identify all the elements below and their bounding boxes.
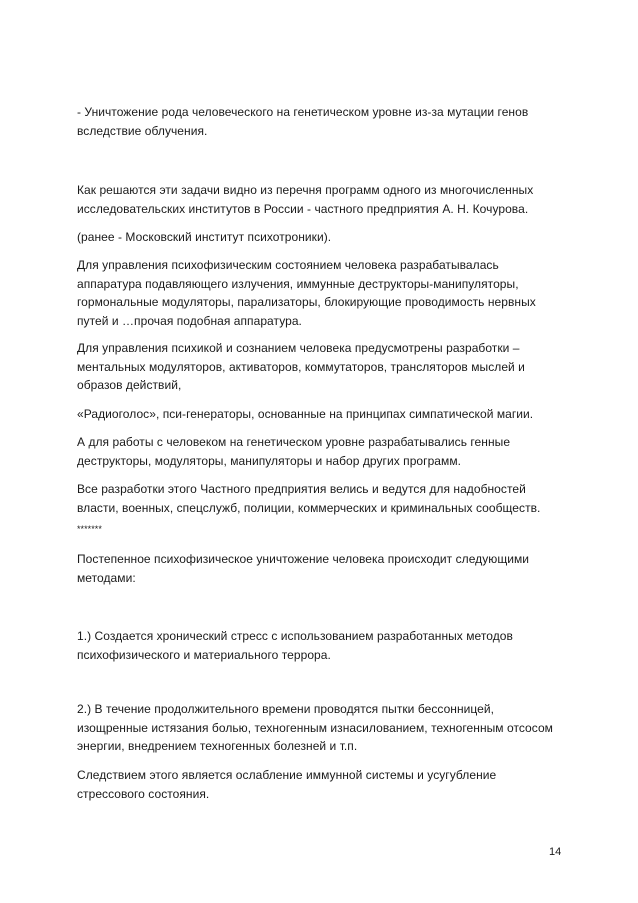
paragraph-genetic-developments: А для работы с человеком на генетическом уровне разрабатывались генные деструкторы, модуляторы, манипуляторы и набор других программ.: [77, 435, 511, 468]
paragraph-former-name: (ранее - Московский институт психотроники).: [77, 230, 332, 244]
paragraph-mind-control-developments: Для управления психикой и сознанием человека предусмотрены разработки – ментальных модуляторов, активаторов, коммутаторов, трансляторов мыслей и образов действий,: [77, 341, 525, 392]
paragraph-psychophysical-equipment: Для управления психофизическим состоянием человека разрабатывалась аппаратура подавляющего излучения, иммунные деструкторы-манипуляторы, гормональные модуляторы, парализаторы, блокирующие проводимость нервных путей и …прочая подобная аппаратура.: [77, 258, 536, 328]
paragraph-extermination-genetic: - Уничтожение рода человеческого на генетическом уровне из-за мутации генов вследствие облучения.: [77, 105, 529, 138]
paragraph-method-2: 2.) В течение продолжительного времени проводятся пытки бессонницей, изощренные истязания болью, техногенным изнасилованием, техногенным отсосом энергии, внедрением техногенных болезней и т.п.: [77, 702, 553, 753]
paragraph-method-1: 1.) Создается хронический стресс с использованием разработанных методов психофизического и материального террора.: [77, 629, 513, 662]
page-number: 14: [549, 846, 562, 858]
paragraph-consequence: Следствием этого является ослабление иммунной системы и усугубление стрессового состояния.: [77, 768, 497, 801]
paragraph-methods-intro: Постепенное психофизическое уничтожение человека происходит следующими методами:: [77, 552, 530, 585]
section-separator: *******: [77, 524, 102, 534]
paragraph-purposes: Все разработки этого Частного предприятия велись и ведутся для надобностей власти, военных, спецслужб, полиции, коммерческих и криминальных сообществ.: [77, 482, 541, 515]
paragraph-radiovoice: «Радиоголос», пси-генераторы, основанные на принципах симпатической магии.: [77, 407, 534, 421]
paragraph-programs-institute: Как решаются эти задачи видно из перечня программ одного из многочисленных исследовательских институтов в России - частного предприятия А. Н. Кочурова.: [77, 183, 534, 216]
